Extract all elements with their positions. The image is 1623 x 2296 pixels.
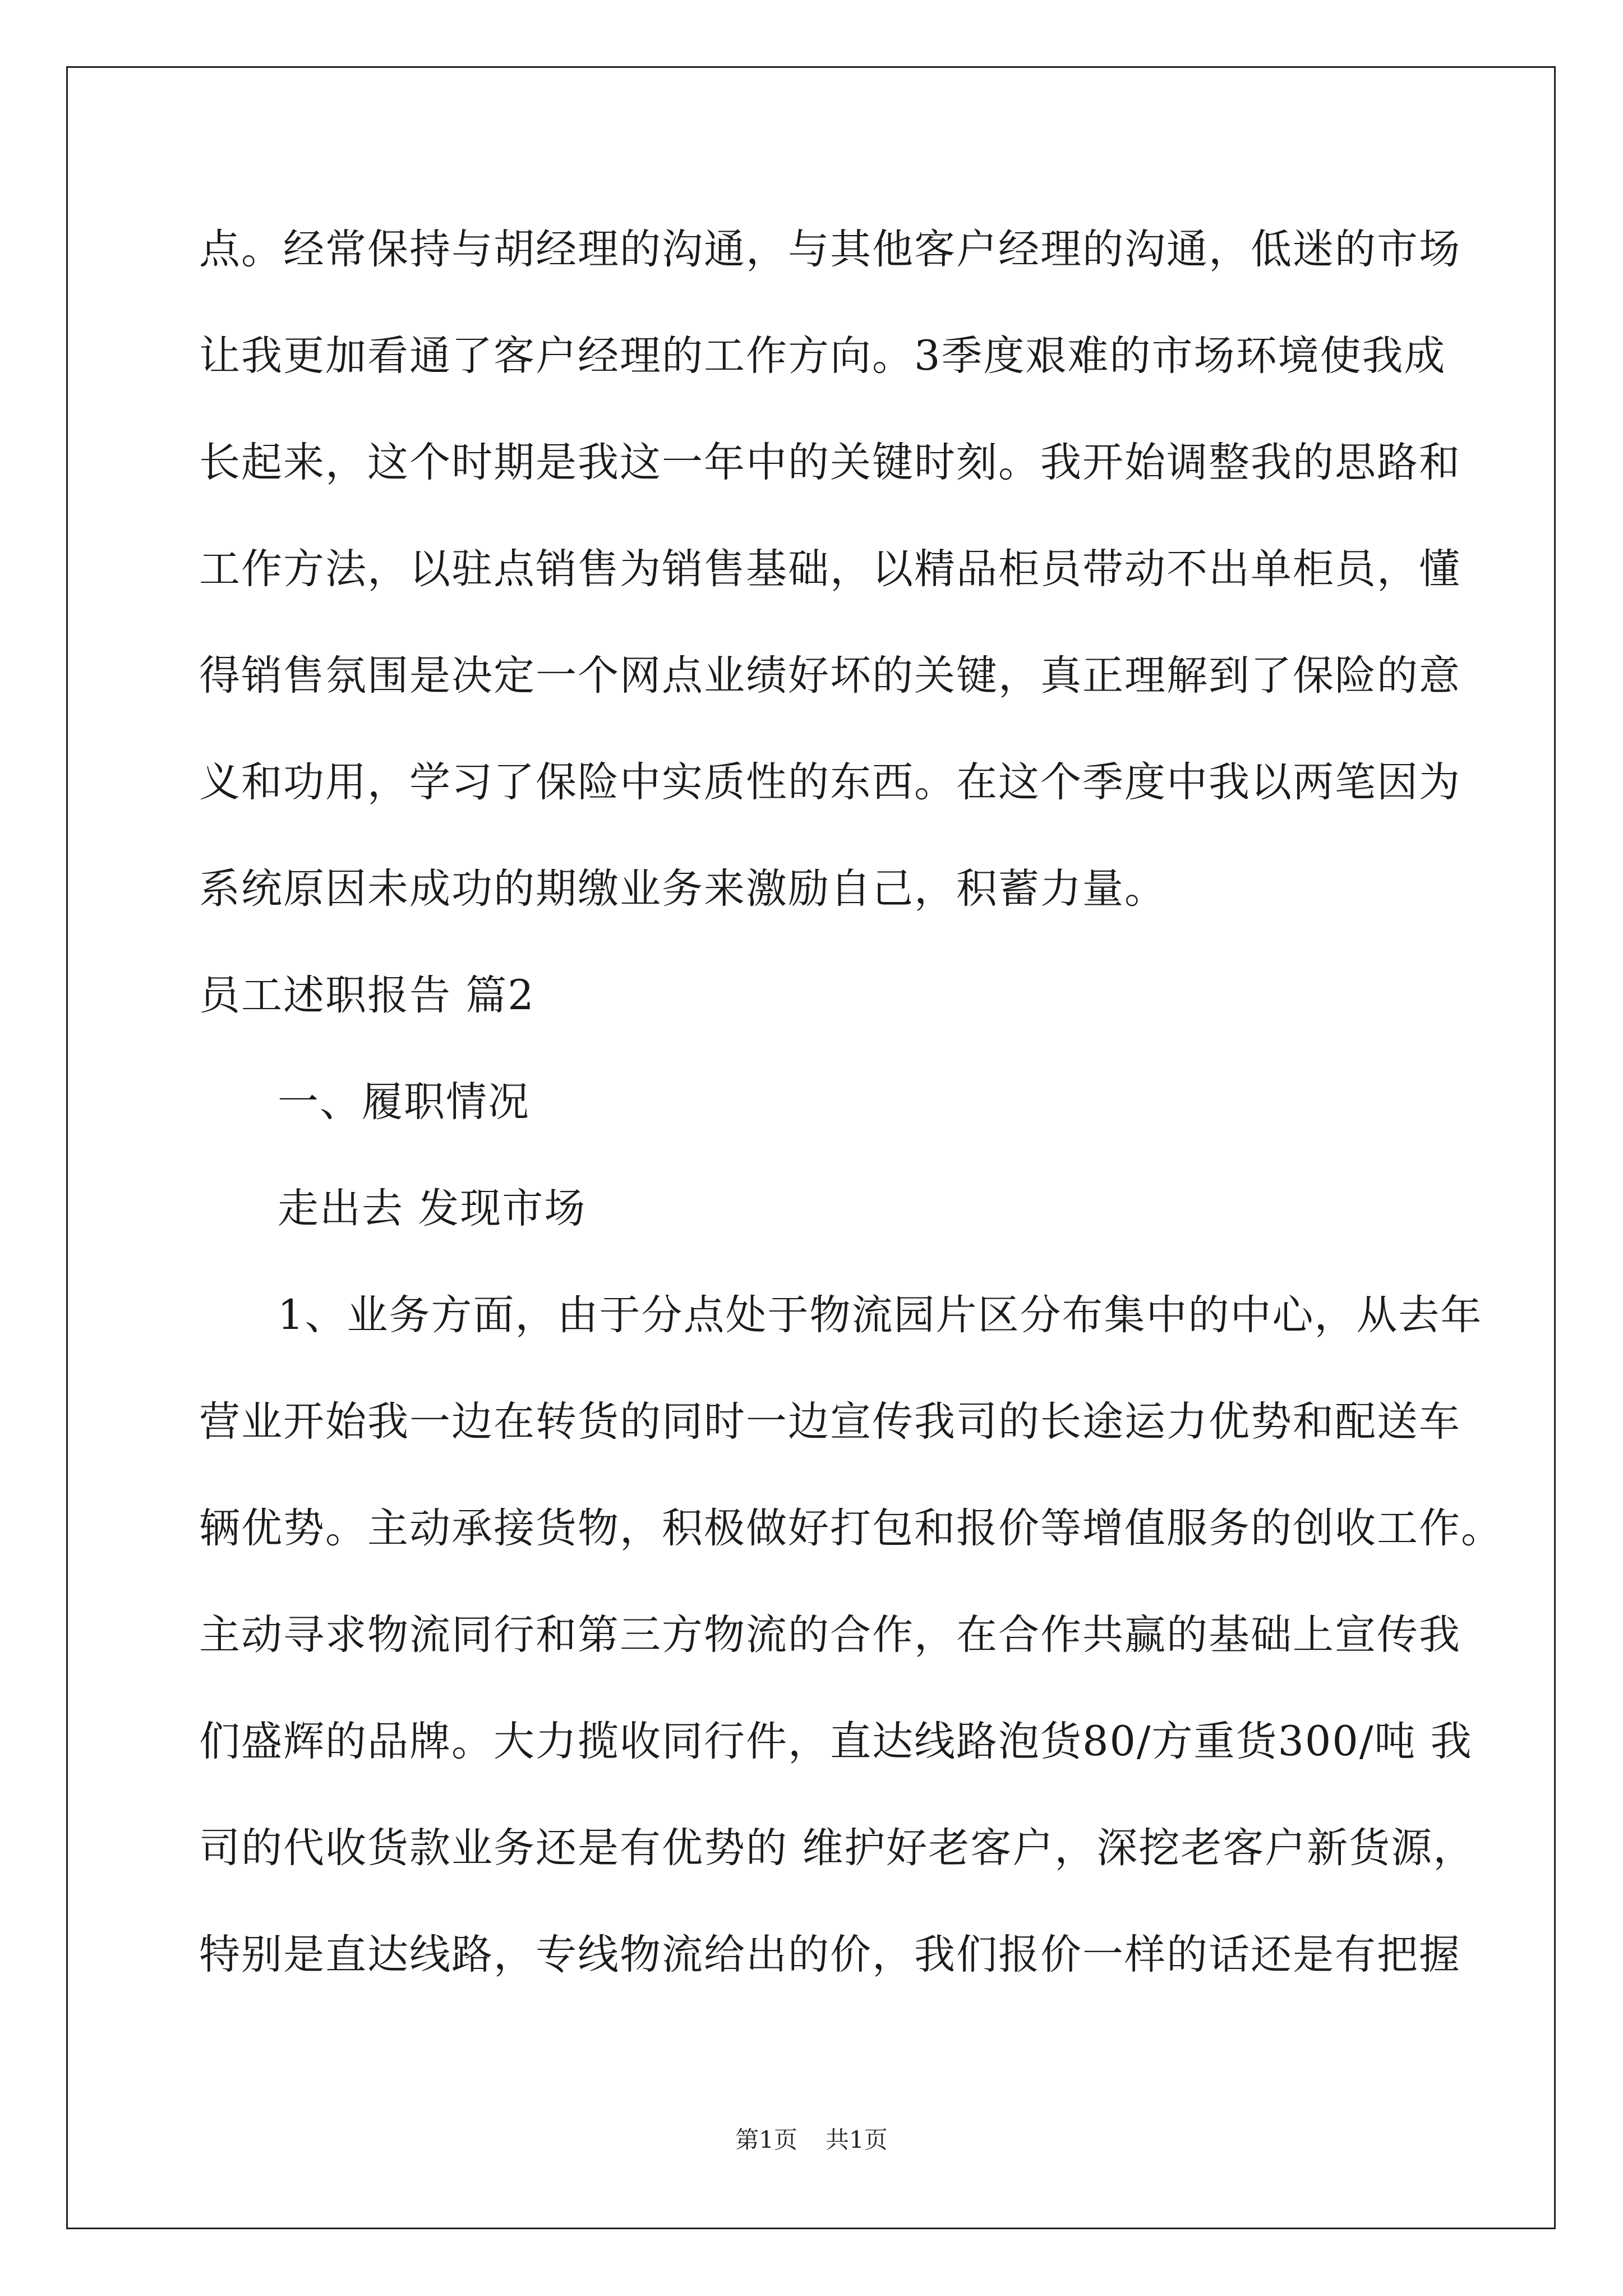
subsection-heading: 走出去 发现市场 bbox=[278, 1185, 587, 1232]
page-footer bbox=[0, 2123, 1623, 2157]
paragraph-line: 义和功用，学习了保险中实质性的东西。在这个季度中我以两笔因为 bbox=[199, 758, 1461, 806]
page-number: 第1页 bbox=[735, 2126, 797, 2154]
paragraph-line: 特别是直达线路，专线物流给出的价，我们报价一样的话还是有把握 bbox=[199, 1931, 1461, 1978]
paragraph-line: 系统原因未成功的期缴业务来激励自己，积蓄力量。 bbox=[199, 865, 1166, 913]
section-heading: 员工述职报告 篇2 bbox=[199, 972, 535, 1019]
paragraph-line: 得销售氛围是决定一个网点业绩好坏的关键，真正理解到了保险的意 bbox=[199, 652, 1461, 700]
page-total: 共1页 bbox=[826, 2126, 888, 2154]
paragraph-line: 点。经常保持与胡经理的沟通，与其他客户经理的沟通，低迷的市场 bbox=[199, 226, 1461, 273]
paragraph-line: 让我更加看通了客户经理的工作方向。3季度艰难的市场环境使我成 bbox=[199, 332, 1446, 380]
paragraph-line: 主动寻求物流同行和第三方物流的合作，在合作共赢的基础上宣传我 bbox=[199, 1611, 1461, 1659]
paragraph-line: 辆优势。主动承接货物，积极做好打包和报价等增值服务的创收工作。 bbox=[199, 1504, 1503, 1552]
paragraph-line: 工作方法，以驻点销售为销售基础，以精品柜员带动不出单柜员，懂 bbox=[199, 545, 1461, 593]
paragraph-line: 们盛辉的品牌。大力揽收同行件，直达线路泡货80/方重货300/吨 我 bbox=[199, 1718, 1473, 1765]
paragraph-line: 1、业务方面，由于分点处于物流园片区分布集中的中心，从去年 bbox=[278, 1291, 1483, 1339]
paragraph-line: 长起来，这个时期是我这一年中的关键时刻。我开始调整我的思路和 bbox=[199, 439, 1461, 486]
paragraph-line: 营业开始我一边在转货的同时一边宣传我司的长途运力优势和配送车 bbox=[199, 1398, 1461, 1446]
paragraph-line: 司的代收货款业务还是有优势的 维护好老客户，深挖老客户新货源， bbox=[199, 1824, 1476, 1872]
subsection-heading: 一、履职情况 bbox=[278, 1078, 530, 1126]
page-border bbox=[66, 66, 1556, 2229]
